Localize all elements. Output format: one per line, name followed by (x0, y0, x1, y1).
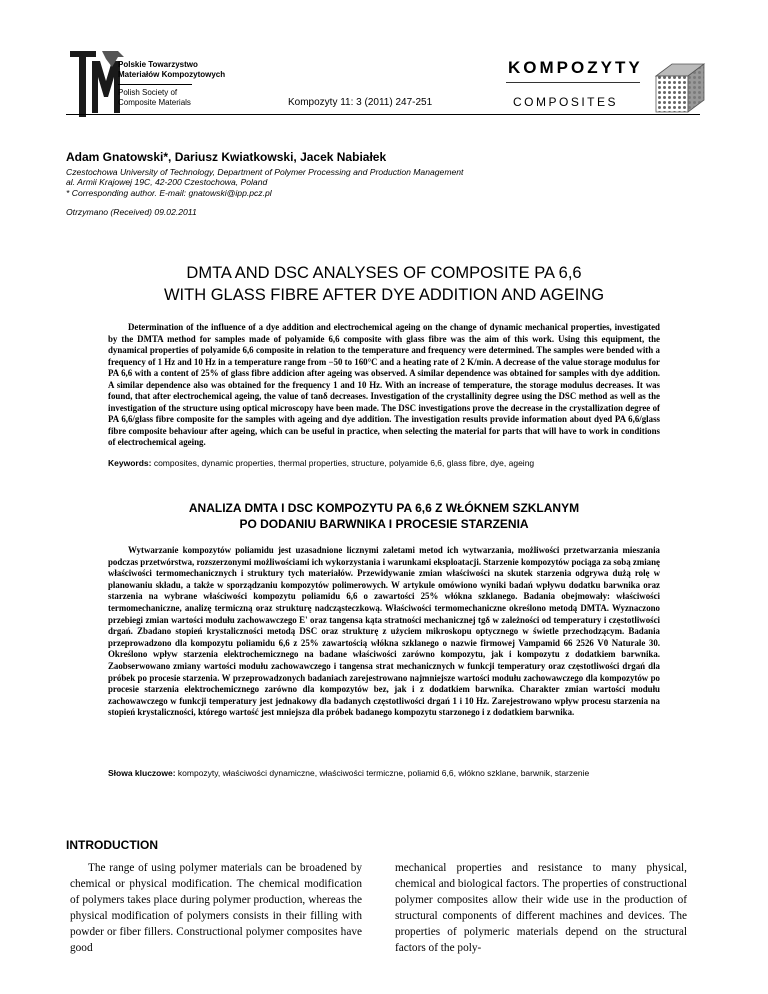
title-en-line2: WITH GLASS FIBRE AFTER DYE ADDITION AND AGEING (163, 286, 605, 304)
title-en (90, 262, 678, 306)
authors: Adam Gnatowski*, Dariusz Kwiatkowski, Jacek Nabiałek (66, 150, 387, 164)
affiliation (66, 167, 463, 198)
journal-brand-pl: KOMPOZYTY (508, 58, 643, 77)
intro-column-right: mechanical properties and resistance to many physical, chemical and biological factors. The properties of constructional polymer composites allow their wide use in the production of structural components of different machines and devices. The properties of polymeric materials depend on the structural factors of the poly- (395, 862, 687, 954)
intro-column-left: The range of using polymer materials can be broadened by chemical or physical modification. The chemical modification of polymers takes place during polymer production, whereas the physical modification of polymers consists in their filling with powder or fiber fillers. Constructional polymer composites have good (70, 862, 362, 954)
received-date: Otrzymano (Received) 09.02.2011 (66, 207, 197, 217)
keywords-pl (108, 768, 668, 778)
affiliation-line1: Czestochowa University of Technology, Department of Polymer Processing and Production Management (66, 167, 464, 177)
keywords-en-label: Keywords: (108, 458, 152, 468)
journal-brand-en: COMPOSITES (513, 95, 619, 109)
journal-reference: Kompozyty 11: 3 (2011) 247-251 (288, 97, 433, 108)
header-divider-short (118, 84, 192, 85)
keywords-pl-label: Słowa kluczowe: (108, 768, 176, 778)
keywords-pl-list: kompozyty, właściwości dynamiczne, właściwości termiczne, poliamid 6,6, włókno szklane, barwnik, starzenie (175, 768, 590, 778)
society-name-pl (118, 60, 225, 80)
fibre-cube-icon (652, 60, 708, 116)
title-pl-line1: ANALIZA DMTA I DSC KOMPOZYTU PA 6,6 Z WŁÓKNEM SZKLANYM (188, 501, 580, 515)
affiliation-line3: * Corresponding author. E-mail: gnatowski@ipp.pcz.pl (66, 187, 272, 198)
society-en-line2: Composite Materials (118, 98, 191, 107)
brand-divider (506, 82, 640, 83)
keywords-en-list: composites, dynamic properties, thermal properties, structure, polyamide 6,6, glass fibre, dye, ageing (151, 458, 535, 468)
title-pl-line2: PO DODANIU BARWNIKA I PROCESIE STARZENIA (239, 517, 529, 531)
society-pl-line1: Polskie Towarzystwo (118, 60, 198, 69)
header-rule (66, 114, 700, 115)
abstract-en: Determination of the influence of a dye addition and electrochemical ageing on the change of dynamic mechanical properties, investigated by the DMTA method for samples made of polyamide 6,6 composite with glass fibre was the aim of this work. Using this equipment, the dynamical properties of polyamide 6,6 composite in relation to the temperature and frequency were determined. The samples were bended with a frequency of 1 Hz and 10 Hz in a temperature range from −50 to 160°C and a heating rate of 2 K/min. A decrease of the value storage modulus for PA 6,6 with a content of 25% of glass fibre addicion after ageing was observed. A similar dependence was obtained for samples with dye addition. A similar dependence also was obtained for the frequency 1 and 10 Hz. With an increase of temperature, the storage modulus decreases. It was found, that after electrochemical ageing, the value of tanδ decreases. Investigation of the crystallinity degree using the DSC method as well as the investigation of the structure using optical microscopy have been made. The DSC investigations prove the decrease in the crystallization degree of PA 6,6/glass fibre composite for the samples with ageing and dye addition. The investigation results provide information about dyed PA 6,6/glass fibre composite behaviour after ageing, which can be useful in practice, when selecting the material for parts that will have to work in conditions of electrochemical ageing. (108, 322, 660, 447)
intro-heading: INTRODUCTION (66, 838, 158, 852)
society-name-en (118, 88, 191, 108)
abstract-pl: Wytwarzanie kompozytów poliamidu jest uzasadnione licznymi zaletami metod ich wytwarzania, możliwości przetwarzania mieszania podczas przetwórstwa, rozszerzonymi możliwościami ich wykorzystania i warunkami eksploatacji. Starzenie kompozytów pociąga za sobą zmianę właściwości termomechanicznych i struktury tych materiałów. Przewidywanie zmian właściwości na skutek starzenia odgrywa dużą rolę w planowaniu składu, a także w sporządzaniu kompozytów polimerowych. W artykule omówiono wyniki badań wpływu dodatku barwnika oraz starzenia na wybrane właściwości kompozytu poliamidu 6,6 o zawartości 25% włókna szklanego. Badania obejmowały: właściwości termomechaniczne, analizę termiczną oraz strukturę nadcząsteczkową. Właściwości termomechaniczne określono metodą DMTA. Wyznaczono przebiegi zmian wartości modułu zachowawczego E' oraz tangensa kąta stratności mechanicznej tgδ w zależności od temperatury i częstotliwości drgań. Zbadano stopień krystaliczności metodą DSC oraz strukturę z użyciem mikroskopu optycznego w świetle przechodzącym. Badania przeprowadzono dla kompozytu poliamidu 6,6 z 25% zawartością włókna szklanego o nazwie firmowej Vampamid 66 2526 V0 Naturale 30. Określono wpływ starzenia elektrochemicznego na badane właściwości zarówno kompozytu, jak i kompozytu z dodatkiem barwnika. Zaobserwowano zmiany wartości modułu zachowawczego i tangensa strat mechanicznych w funkcji temperatury oraz częstotliwości drgań dla próbek po procesie starzenia. W przeprowadzonych badaniach zarejestrowano najmniejsze wartości modułu zachowawczego dla kompozytów po procesie starzenia elektrochemicznego zarówno dla kompozytów bez, jak i z dodatkiem barwnika. Charakter zmian wartości modułu zachowawczego w funkcji temperatury jest jednakowy dla badanych częstotliwości drgań 1 i 10 Hz. Zarejestrowano wpływ procesu starzenia na stopień krystaliczności, którego wartość jest mniejsza dla próbek badanego kompozytu starzonego i z dodatkiem barwnika. (108, 545, 660, 718)
title-pl (110, 500, 658, 532)
affiliation-line2: al. Armii Krajowej 19C, 42-200 Czestochowa, Poland (66, 177, 268, 188)
society-en-line1: Polish Society of (118, 88, 178, 97)
title-en-line1: DMTA AND DSC ANALYSES OF COMPOSITE PA 6,6 (186, 264, 582, 282)
society-pl-line2: Materiałów Kompozytowych (118, 70, 226, 79)
keywords-en (108, 458, 660, 468)
